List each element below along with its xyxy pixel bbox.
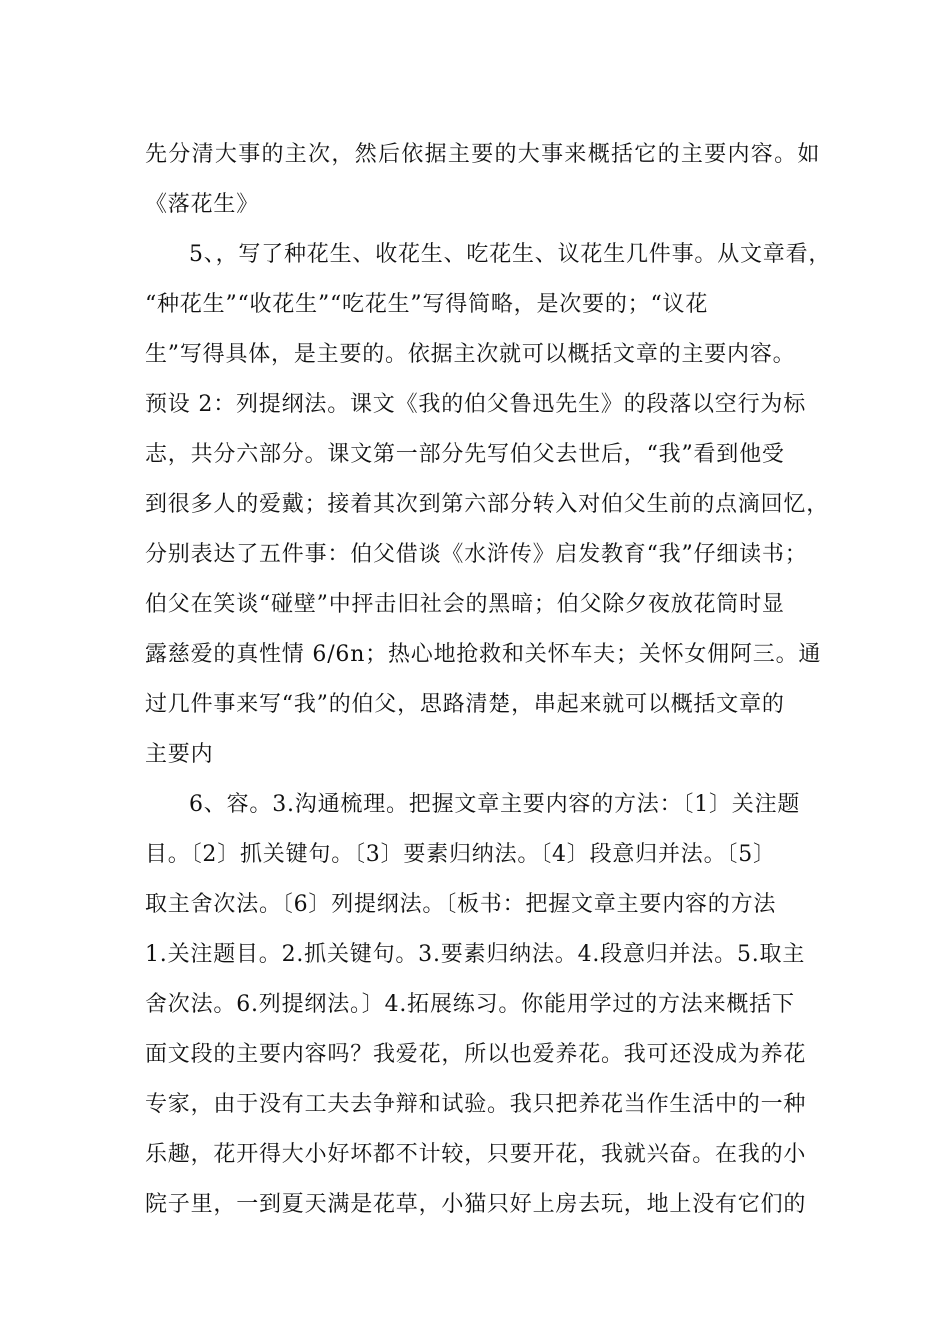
text-line: 目。〔2〕抓关键句。〔3〕要素归纳法。〔4〕段意归并法。〔5〕 (145, 842, 776, 867)
text-line: 取主舍次法。〔6〕列提纲法。〔板书：把握文章主要内容的方法 (145, 892, 777, 917)
text-line: 先分清大事的主次，然后依据主要的大事来概括它的主要内容。如 (145, 142, 821, 167)
text-line: 伯父在笑谈“碰壁”中抨击旧社会的黑暗；伯父除夕夜放花筒时显 (145, 592, 785, 617)
paragraph-start-line: 6、容。3.沟通梳理。把握文章主要内容的方法：〔1〕关注题 (189, 792, 801, 817)
text-line: 过几件事来写“我”的伯父，思路清楚，串起来就可以概括文章的 (145, 692, 785, 717)
paragraph-start-line: 5、，写了种花生、收花生、吃花生、议花生几件事。从文章看， (189, 242, 832, 267)
text-line: 乐趣，花开得大小好坏都不计较，只要开花，我就兴奋。在我的小 (145, 1142, 807, 1167)
text-line: 分别表达了五件事：伯父借谈《水浒传》启发教育“我”仔细读书； (145, 542, 808, 567)
text-line: 到很多人的爱戴；接着其次到第六部分转入对伯父生前的点滴回忆， (145, 492, 830, 517)
text-line: 院子里，一到夏天满是花草，小猫只好上房去玩，地上没有它们的 (145, 1192, 807, 1217)
text-line: 《落花生》 (145, 192, 260, 217)
text-line: 舍次法。6.列提纲法。〕4.拓展练习。你能用学过的方法来概括下 (145, 992, 795, 1017)
text-line: 专家，由于没有工夫去争辩和试验。我只把养花当作生活中的一种 (145, 1092, 807, 1117)
body-text (145, 130, 832, 1230)
text-line: 1.关注题目。2.抓关键句。3.要素归纳法。4.段意归并法。5.取主 (145, 942, 806, 967)
text-line: “种花生”“收花生”“吃花生”写得简略，是次要的；“议花 (145, 292, 709, 317)
text-line: 生”写得具体，是主要的。依据主次就可以概括文章的主要内容。 (145, 342, 796, 367)
text-line: 面文段的主要内容吗？我爱花，所以也爱养花。我可还没成为养花 (145, 1042, 807, 1067)
text-line: 志，共分六部分。课文第一部分先写伯父去世后，“我”看到他受 (145, 442, 785, 467)
text-line: 预设 2：列提纲法。课文《我的伯父鲁迅先生》的段落以空行为标 (145, 392, 806, 417)
text-line: 主要内 (145, 742, 214, 767)
text-line: 露慈爱的真性情 6/6n；热心地抢救和关怀车夫；关怀女佣阿三。通 (145, 642, 822, 667)
